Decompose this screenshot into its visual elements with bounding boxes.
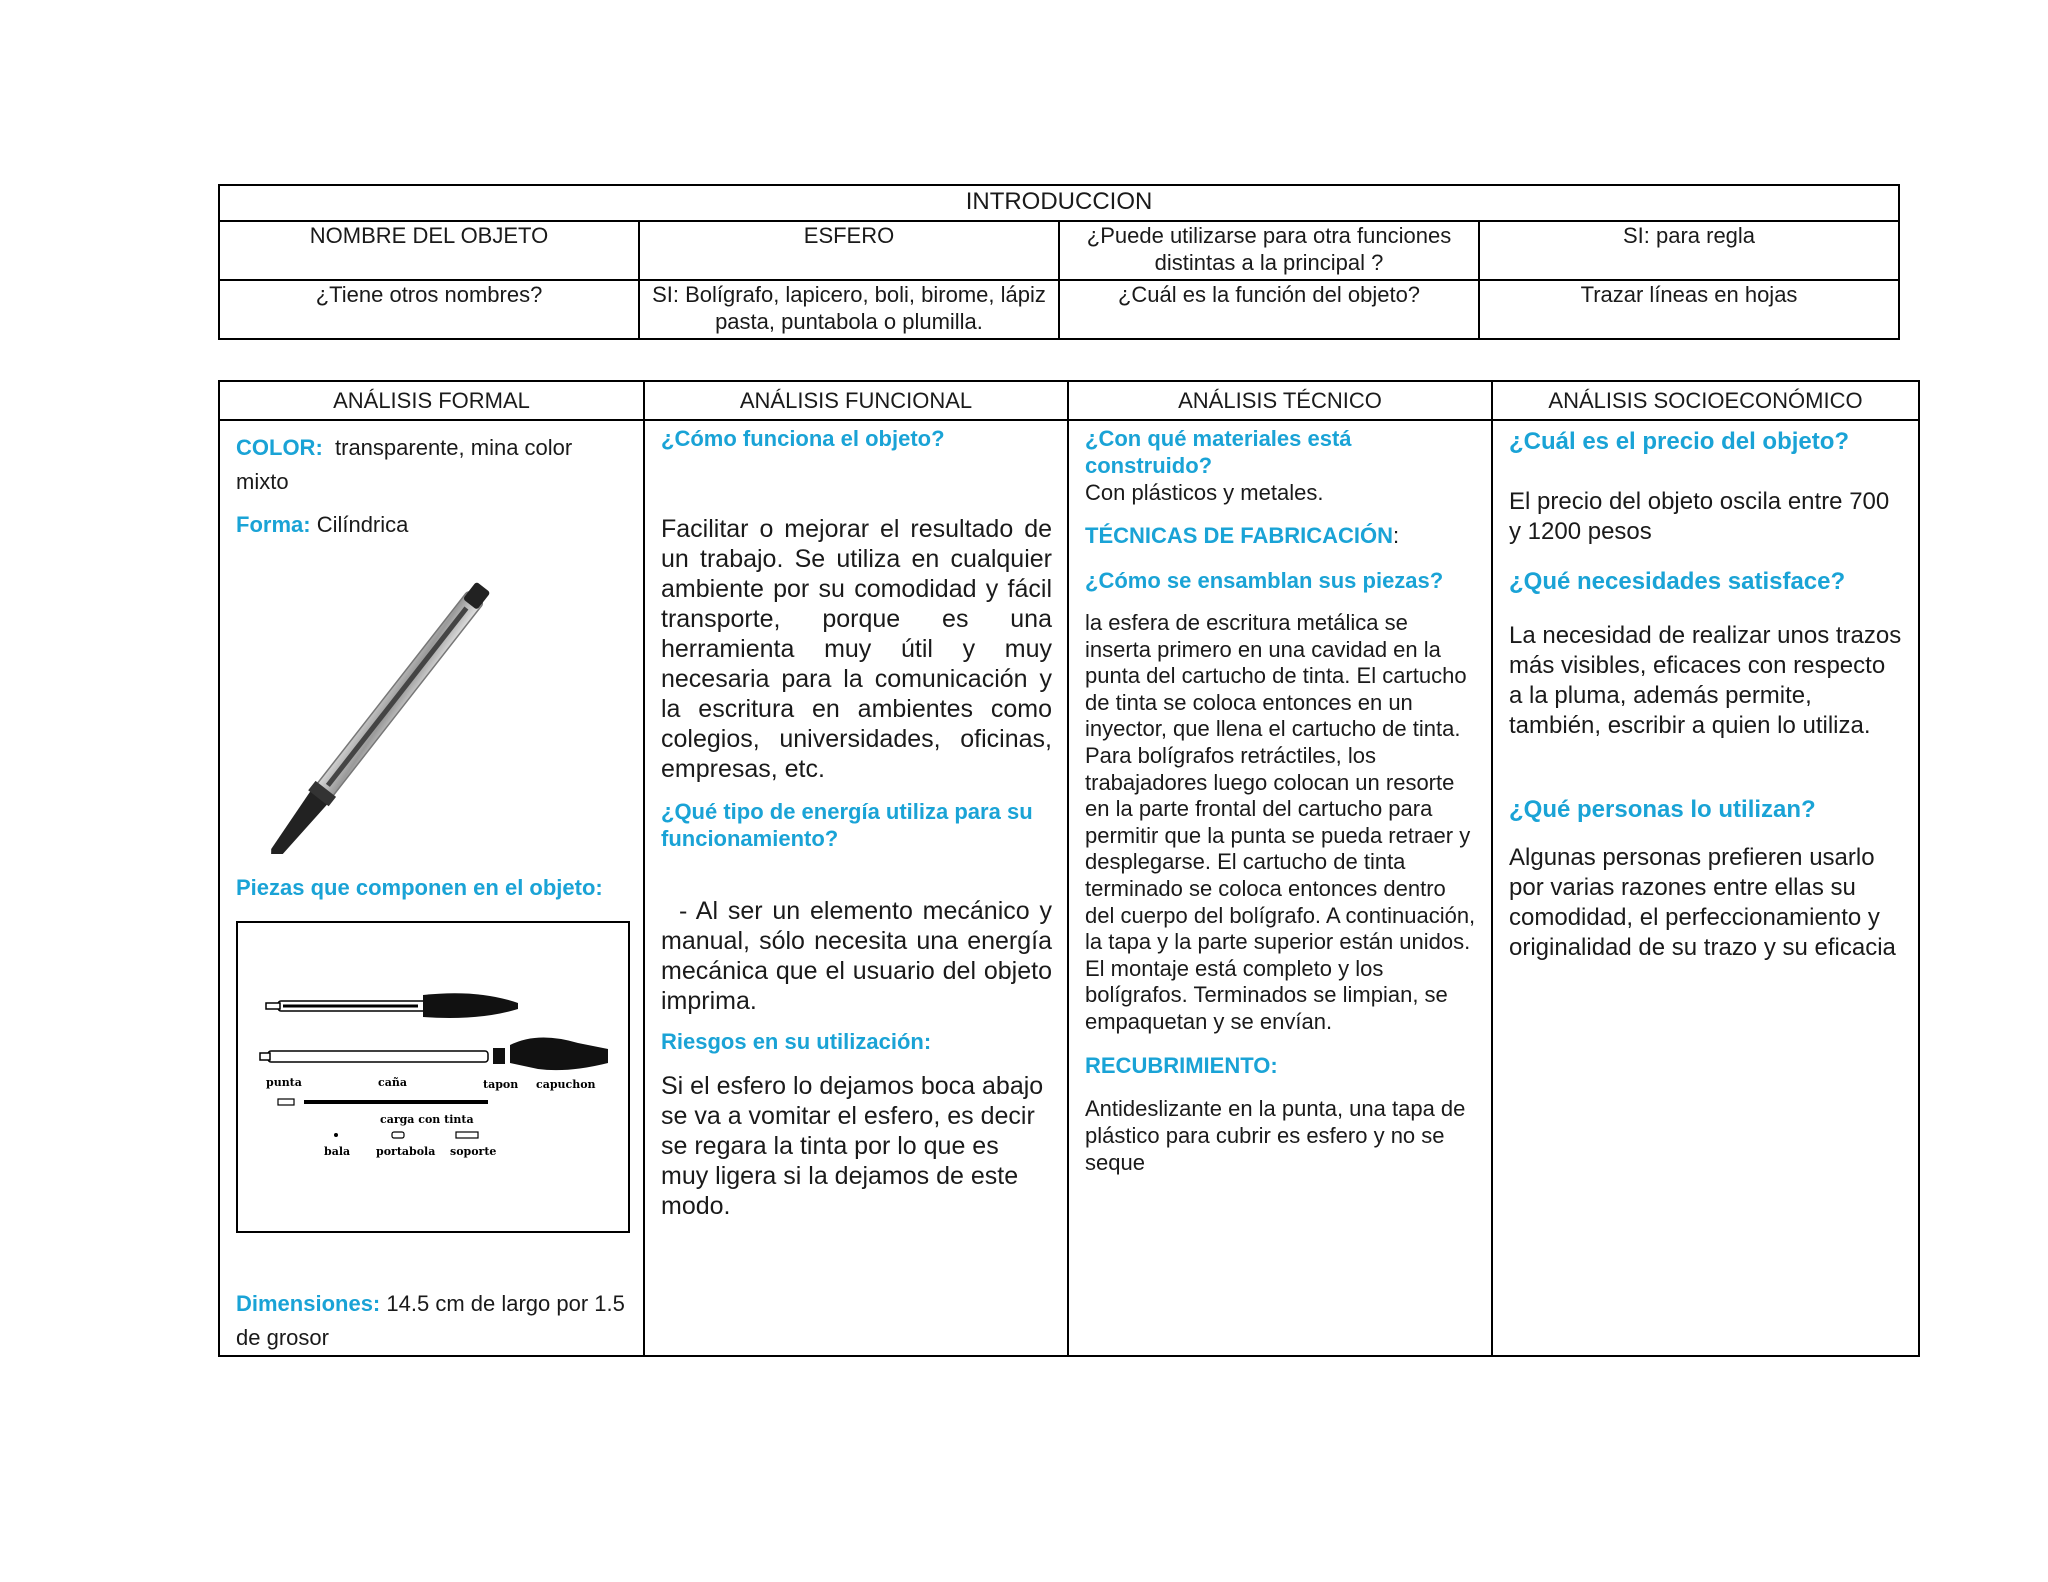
- funcional-q2: ¿Qué tipo de energía utiliza para su funcionamiento?: [661, 799, 1033, 851]
- tecnico-q1: ¿Con qué materiales está construido?: [1085, 426, 1352, 478]
- formal-cell: [219, 420, 644, 1356]
- socio-q2: ¿Qué necesidades satisface?: [1509, 568, 1846, 595]
- forma-label: Forma:: [236, 512, 311, 537]
- part-label-cana: caña: [378, 1076, 407, 1089]
- socio-q1: ¿Cuál es el precio del objeto?: [1509, 428, 1850, 455]
- socio-q3: ¿Qué personas lo utilizan?: [1509, 796, 1816, 823]
- socio-cell: [1492, 420, 1919, 1356]
- tecnico-a4: Antideslizante en la punta, una tapa de plástico para cubrir es esfero y no se seque: [1085, 1095, 1466, 1175]
- intro-r1-c2: ESFERO: [639, 221, 1059, 280]
- parts-drawing: [238, 923, 628, 1231]
- header-socioeconomico: ANÁLISIS SOCIOECONÓMICO: [1492, 381, 1919, 420]
- exploded-pen-icon: [260, 1037, 608, 1070]
- dimensiones-label: Dimensiones:: [236, 1291, 381, 1316]
- tecnico-a3: la esfera de escritura metálica se inserta primero en una cavidad en la punta del cartucho de tinta. El cartucho de tinta se coloca entonces en un inyector, que llena el cartucho de tinta. Para bolígrafos retráctiles, los trabajadores luego colocan un resorte en la parte frontal del cartucho para permitir que la punta se pueda retraer y desplegarse. El cartucho de tinta terminado se coloca entonces dentro del cuerpo del bolígrafo. A continuación, la tapa y la parte superior están unidos. El montaje está completo y los bolígrafos. Terminados se limpian, se empaquetan y se envían.: [1085, 610, 1476, 1034]
- ball-holder-icon: [392, 1132, 404, 1138]
- support-icon: [456, 1132, 478, 1138]
- ink-refill-icon: [278, 1099, 488, 1105]
- forma-value: Cilíndrica: [316, 512, 409, 537]
- funcional-a1: Facilitar o mejorar el resultado de un trabajo. Se utiliza en cualquier ambiente por su comodidad y fácil transporte, porque es una herramienta muy útil y muy necesaria para la comunicación y la escritura en ambientes como colegios, universidades, oficinas, empresas, etc.: [661, 515, 1052, 783]
- piezas-label: Piezas que componen en el objeto:: [236, 875, 603, 900]
- socio-a3: Algunas personas prefieren usarlo por varias razones entre ellas su comodidad, el perfeccionamiento y originalidad de su trazo y su eficacia: [1509, 844, 1896, 961]
- tecnico-q4: RECUBRIMIENTO:: [1085, 1052, 1278, 1078]
- socio-a2: La necesidad de realizar unos trazos más visibles, eficaces con respecto a la pluma, además permite, también, escribir a quien lo utiliza.: [1509, 622, 1902, 739]
- header-funcional: ANÁLISIS FUNCIONAL: [644, 381, 1068, 420]
- dimensiones-value: 14.5 cm de largo por 1.5 de grosor: [236, 1291, 625, 1350]
- analysis-table: [218, 380, 1920, 1357]
- color-line: [236, 431, 628, 499]
- tecnico-a1: Con plásticos y metales.: [1085, 480, 1324, 505]
- intro-r2-c3: ¿Cuál es la función del objeto?: [1059, 280, 1479, 339]
- parts-diagram: [236, 921, 630, 1233]
- dimensiones-line: [236, 1287, 628, 1355]
- part-label-bala: bala: [324, 1145, 351, 1158]
- part-label-portabola: portabola: [376, 1145, 436, 1158]
- forma-line: [236, 511, 628, 538]
- ball-icon: [334, 1133, 338, 1137]
- tecnico-q2-line: [1085, 522, 1476, 549]
- assembled-pen-icon: [266, 993, 518, 1018]
- intro-r1-c1: NOMBRE DEL OBJETO: [219, 221, 639, 280]
- intro-r2-c4: Trazar líneas en hojas: [1479, 280, 1899, 339]
- funcional-cell: [644, 420, 1068, 1356]
- intro-title: INTRODUCCION: [219, 185, 1899, 221]
- color-value: transparente, mina color mixto: [236, 435, 573, 494]
- funcional-q1: ¿Cómo funciona el objeto?: [661, 426, 945, 451]
- intro-r1-c3: ¿Puede utilizarse para otra funciones distintas a la principal ?: [1059, 221, 1479, 280]
- intro-table: [218, 184, 1900, 340]
- header-formal: ANÁLISIS FORMAL: [219, 381, 644, 420]
- funcional-q3: Riesgos en su utilización:: [661, 1029, 932, 1054]
- funcional-a3: Si el esfero lo dejamos boca abajo se va a vomitar el esfero, es decir se regara la tinta por lo que es muy ligera si la dejamos de este modo.: [661, 1072, 1044, 1220]
- tecnico-cell: [1068, 420, 1492, 1356]
- part-label-capuchon: capuchon: [536, 1078, 596, 1091]
- part-label-tapon: tapon: [483, 1078, 519, 1091]
- part-label-carga: carga con tinta: [380, 1113, 474, 1126]
- pen-image: [236, 544, 556, 854]
- part-label-soporte: soporte: [450, 1145, 497, 1158]
- color-label: COLOR:: [236, 435, 323, 460]
- intro-r1-c4: SI: para regla: [1479, 221, 1899, 280]
- header-tecnico: ANÁLISIS TÉCNICO: [1068, 381, 1492, 420]
- socio-a1: El precio del objeto oscila entre 700 y 1200 pesos: [1509, 488, 1890, 545]
- tecnico-q2: TÉCNICAS DE FABRICACIÓN: [1085, 523, 1394, 548]
- tecnico-q3: ¿Cómo se ensamblan sus piezas?: [1085, 568, 1444, 593]
- funcional-a2: - Al ser un elemento mecánico y manual, sólo necesita una energía mecánica que el usuario del objeto imprima.: [661, 897, 1052, 1015]
- part-label-punta: punta: [266, 1076, 302, 1089]
- intro-r2-c1: ¿Tiene otros nombres?: [219, 280, 639, 339]
- intro-r2-c2: SI: Bolígrafo, lapicero, boli, birome, lápiz pasta, puntabola o plumilla.: [639, 280, 1059, 339]
- tecnico-q2-colon: :: [1393, 523, 1400, 548]
